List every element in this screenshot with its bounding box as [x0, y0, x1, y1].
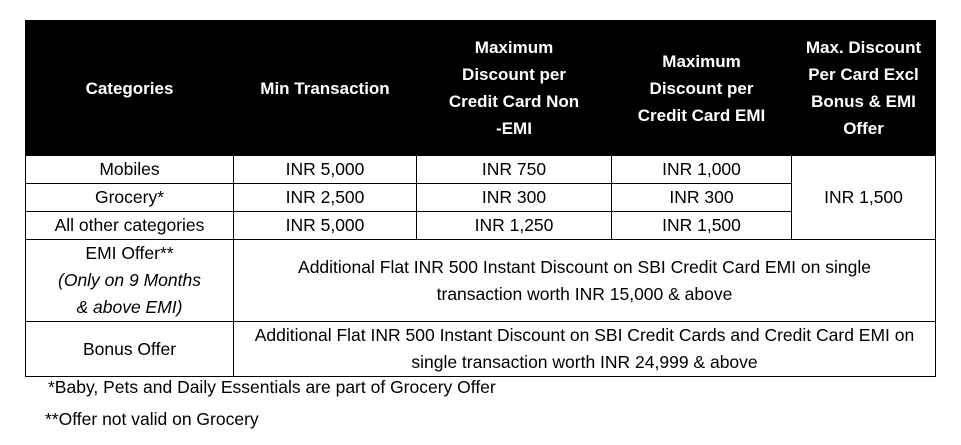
min-transaction-cell: INR 5,000 — [234, 212, 417, 240]
category-cell: Mobiles — [26, 156, 234, 184]
footnote-emi: **Offer not valid on Grocery — [45, 409, 259, 429]
header-row — [26, 21, 936, 156]
emi-discount-cell: INR 1,500 — [612, 212, 792, 240]
footnote-grocery: *Baby, Pets and Daily Essentials are part of Grocery Offer — [48, 377, 496, 397]
emi-offer-text: Additional Flat INR 500 Instant Discount on SBI Credit Card EMI on single transaction worth INR 15,000 & above — [234, 240, 936, 322]
header-min-transaction: Min Transaction — [234, 21, 417, 156]
bonus-offer-label: Bonus Offer — [26, 322, 234, 377]
emi-offer-row — [26, 240, 936, 322]
min-transaction-cell: INR 2,500 — [234, 184, 417, 212]
bonus-offer-text: Additional Flat INR 500 Instant Discount on SBI Credit Cards and Credit Card EMI on single transaction worth INR 24,999 & above — [234, 322, 936, 377]
emi-offer-label-cell — [26, 240, 234, 322]
table-row — [26, 156, 936, 184]
header-max-discount-per-card: Max. Discount Per Card Excl Bonus & EMI Offer — [792, 21, 936, 156]
emi-offer-condition-line2: & above EMI) — [76, 297, 183, 317]
non-emi-discount-cell: INR 300 — [417, 184, 612, 212]
category-cell: Grocery* — [26, 184, 234, 212]
offer-table — [25, 20, 936, 377]
header-max-discount-non-emi: Maximum Discount per Credit Card Non -EMI — [417, 21, 612, 156]
non-emi-discount-cell: INR 750 — [417, 156, 612, 184]
emi-discount-cell: INR 300 — [612, 184, 792, 212]
emi-discount-cell: INR 1,000 — [612, 156, 792, 184]
header-categories: Categories — [26, 21, 234, 156]
category-cell: All other categories — [26, 212, 234, 240]
header-max-discount-emi: Maximum Discount per Credit Card EMI — [612, 21, 792, 156]
non-emi-discount-cell: INR 1,250 — [417, 212, 612, 240]
emi-offer-condition-line1: (Only on 9 Months — [58, 270, 201, 290]
min-transaction-cell: INR 5,000 — [234, 156, 417, 184]
bonus-offer-row — [26, 322, 936, 377]
max-discount-cell: INR 1,500 — [792, 156, 936, 240]
emi-offer-label: EMI Offer** — [85, 243, 174, 263]
